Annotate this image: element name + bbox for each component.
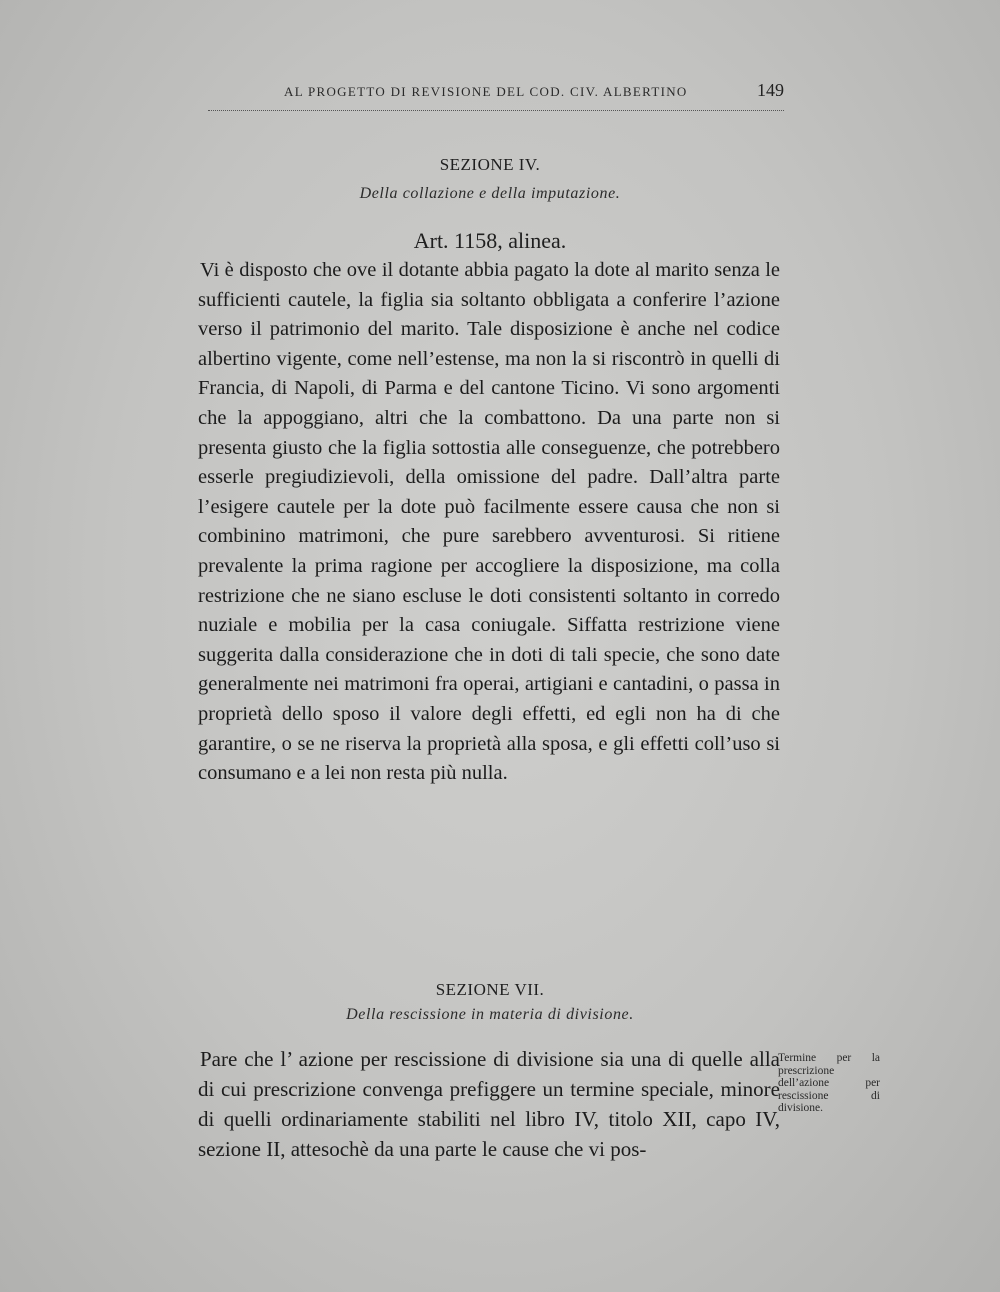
section-subheading-vii: Della rescissione in materia di divisione. [346,1006,634,1023]
section-vii-paragraph: Pare che l’ azione per rescissione di divisione sia una di quelle alla di cui prescrizione convenga prefiggere un termine speciale, minore di quelli ordinariamente stabiliti nel libro IV, titolo XII, capo IV, sezione II, attesochè da una parte le cause che vi pos- [198,1047,780,1161]
section-vii-body [198,1044,780,1164]
section-heading-iv: SEZIONE IV. [439,155,541,174]
article-paragraph: Vi è disposto che ove il dotante abbia pagato la dote al marito senza le sufficienti cautele, la figlia sia soltanto obbligata a conferire l’azione verso il patrimonio del marito. Tale disposizione è anche nel codice albertino vigente, come nell’estense, ma non la si riscontrò in quelli di Francia, di Napoli, di Parma e del cantone Ticino. Vi sono argomenti che la appoggiano, altri che la combattono. Da una parte non si presenta giusto che la figlia sottostia alle conseguenze, che potrebbero esserle pregiudizievoli, della omissione del padre. Dall’altra parte l’esigere cautele per la dote può facilmente essere causa che non si combinino matrimoni, che pure sarebbero avventurosi. Si ritiene prevalente la prima ragione per accogliere la disposizione, ma colla restrizione che ne siano escluse le doti consistenti soltanto in corredo nuziale e mobilia per la casa coniugale. Siffatta restrizione viene suggerita dalla considerazione che in doti di tali specie, che sono date generalmente nei matrimoni fra operai, artigiani e cantadini, o passa in proprietà dello sposo il valore degli effetti, ed egli non ha di che garantire, o se ne riserva la proprietà alla sposa, e gli effetti coll’uso si consumano e a lei non resta più nulla. [198,259,780,785]
page-number: 149 [757,80,784,100]
section-heading-vii: SEZIONE VII. [435,980,545,999]
running-head [208,80,784,111]
section-subheading-iv: Della collazione e della imputazione. [359,185,621,202]
running-head-title: AL PROGETTO DI REVISIONE DEL COD. CIV. ALBERTINO [284,84,688,99]
article-heading: Art. 1158, alinea. [413,228,567,253]
margin-note: Termine per la prescrizione dell’azione per rescissione di divisione. [778,1052,880,1114]
article-body [198,256,780,789]
